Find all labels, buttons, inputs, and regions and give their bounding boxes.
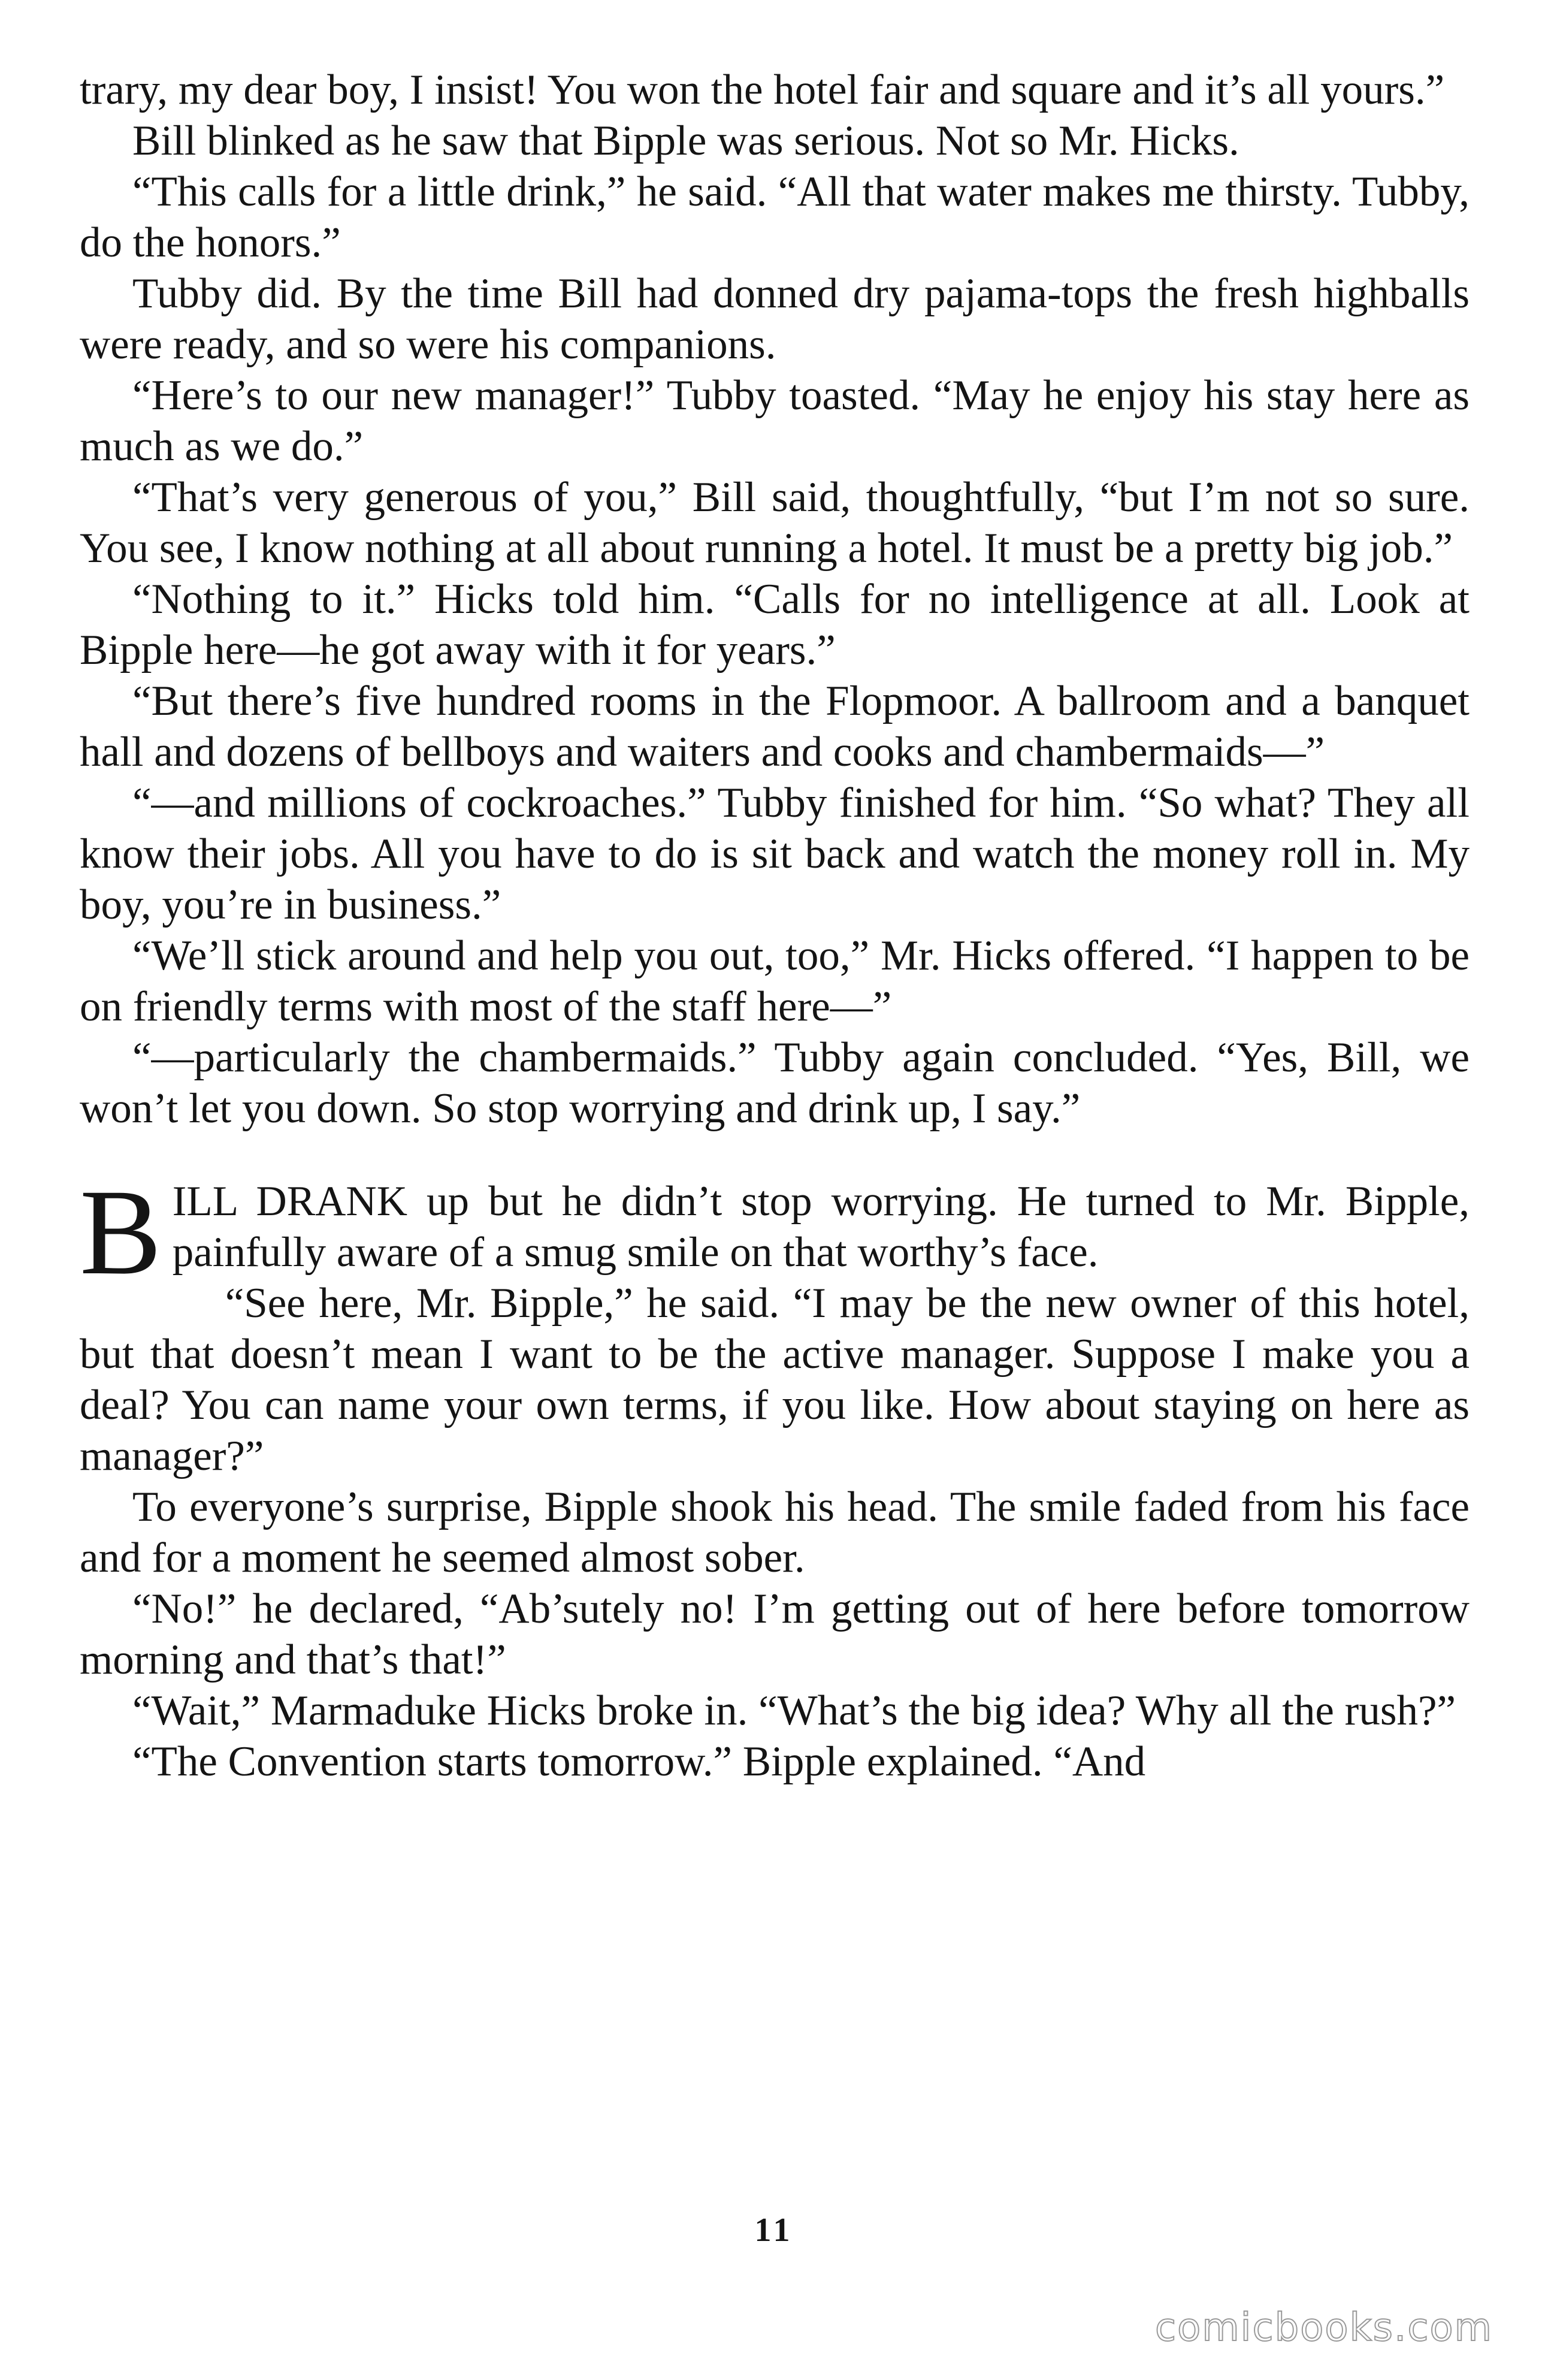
paragraph: “But there’s five hundred rooms in the Flopmoor. A ballroom and a banquet hall and dozens of bellboys and waiters and cooks and chambermaids—” [80, 678, 1470, 775]
paragraph: “We’ll stick around and help you out, too,” Mr. Hicks offered. “I happen to be on friendly terms with most of the staff here—” [80, 932, 1470, 1030]
paragraph: “The Convention starts tomorrow.” Bipple explained. “And [132, 1738, 1146, 1785]
paragraph: “This calls for a little drink,” he said. “All that water makes me thirsty. Tubby, do the honors.” [80, 168, 1470, 266]
section-opening [80, 1164, 1470, 1300]
paragraph: Bill blinked as he saw that Bipple was serious. Not so Mr. Hicks. [132, 117, 1239, 164]
paragraph: “Here’s to our new manager!” Tubby toasted. “May he enjoy his stay here as much as we do.” [80, 372, 1470, 470]
paragraph: trary, my dear boy, I insist! You won the hotel fair and square and it’s all yours.” [80, 67, 1445, 113]
drop-cap: B [80, 1164, 162, 1300]
paragraph: “—particularly the chambermaids.” Tubby again concluded. “Yes, Bill, we won’t let you down. So stop worrying and drink up, I say.” [80, 1034, 1470, 1132]
paragraph: “—and millions of cockroaches.” Tubby finished for him. “So what? They all know their jobs. All you have to do is sit back and watch the money roll in. My boy, you’re in business.” [80, 780, 1470, 928]
paragraph: “No!” he declared, “Ab’sutely no! I’m getting out of here before tomorrow morning and that’s that!” [80, 1585, 1470, 1683]
section-break [80, 1134, 1470, 1176]
watermark: comicbooks.com [1154, 2306, 1493, 2350]
paragraph: Tubby did. By the time Bill had donned dry pajama-tops the fresh highballs were ready, and so were his companions. [80, 270, 1470, 368]
paragraph: “See here, Mr. Bipple,” he said. “I may be the new owner of this hotel, but that doesn’t mean I want to be the active manager. Suppose I make you a deal? You can name your own terms, if you like. How about staying on here as manager?” [80, 1280, 1470, 1479]
paragraph: “Wait,” Marmaduke Hicks broke in. “What’s the big idea? Why all the rush?” [132, 1687, 1456, 1734]
paragraph: “Nothing to it.” Hicks told him. “Calls for no intelligence at all. Look at Bipple here—he got away with it for years.” [80, 576, 1470, 673]
page-body [80, 65, 1470, 1787]
page-number: 11 [754, 2212, 794, 2249]
paragraph: To everyone’s surprise, Bipple shook his head. The smile faded from his face and for a moment he seemed almost sober. [80, 1484, 1470, 1581]
opening-text: ILL DRANK up but he didn’t stop worrying. He turned to Mr. Bipple, painfully aware of a smug smile on that worthy’s face. [172, 1178, 1470, 1276]
paragraph: “That’s very generous of you,” Bill said, thoughtfully, “but I’m not so sure. You see, I know nothing at all about running a hotel. It must be a pretty big job.” [80, 474, 1470, 572]
